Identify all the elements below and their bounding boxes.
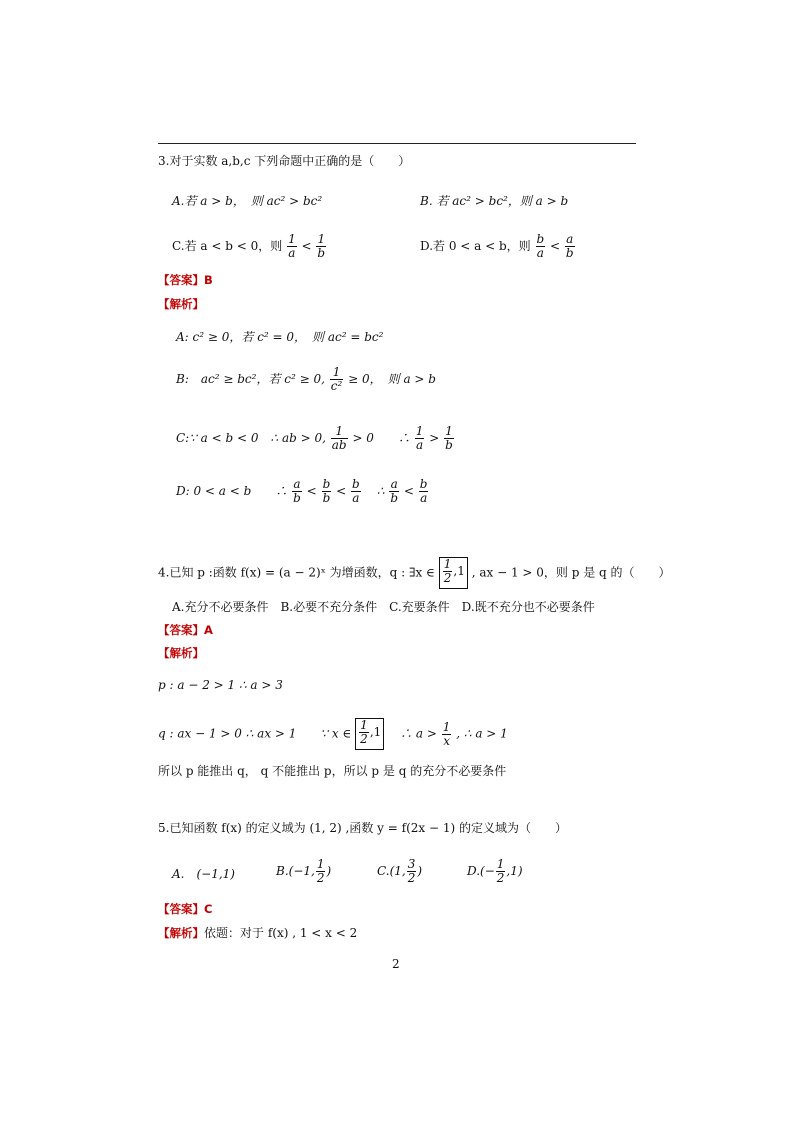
q5-option-c: C.(1, $\frac{3}{2}$ ) — [377, 857, 423, 885]
fraction: $\frac{a}{b}$ — [293, 477, 301, 505]
fraction: $\frac{1}{x}$ — [442, 719, 451, 748]
q5-option-b-pre: B.(−1, — [276, 864, 315, 878]
q3-analysis-d-pre: D: 0 < a < b ∴ — [176, 484, 288, 498]
q5-analysis-tag: 【解析】 — [158, 926, 204, 940]
q3-option-a: A.若 a > b， 则 ac² > bc² — [172, 194, 323, 208]
fraction: $\frac{1}{2}$ — [316, 857, 325, 885]
q3-analysis-b-pre: B: ac² ≥ bc²，若 c² ≥ 0, — [176, 372, 325, 386]
q3-option-c: C.若 a < b < 0，则 $\frac{1}{a}$ < $\frac{1}{b}$ — [172, 232, 326, 260]
q3-option-c-text: C.若 a < b < 0，则 — [172, 239, 283, 253]
q4-stem-post: , ax − 1 > 0，则 p 是 q 的（ ） — [471, 565, 671, 580]
q5-analysis-text: 依题：对于 f(x) , 1 < x < 2 — [204, 926, 358, 940]
q3-analysis-d: D: 0 < a < b ∴ $\frac{a}{b}$ < $\frac{b}{b}$ < $\frac{b}{a}$ ∴ $\frac{a}{b}$ < $\frac{b}{a}$ — [176, 477, 428, 505]
fraction: $\frac{a}{b}$ — [390, 477, 399, 505]
q5-option-d-pre: D.(− — [467, 864, 495, 878]
q3-option-b: B. 若 ac² > bc²，则 a > b — [420, 194, 569, 208]
q3-analysis-c-mid: > 0 ∴ — [352, 431, 410, 445]
q5-option-a: A. (−1,1) — [172, 867, 235, 881]
fraction: $\frac{b}{a}$ — [419, 477, 428, 505]
fraction: $\frac{1}{ab}$ — [331, 424, 347, 452]
fraction: $\frac{1}{a}$ — [288, 232, 296, 260]
q4-q-mid: ∴ a > — [388, 726, 437, 741]
q3-stem: 3.对于实数 a,b,c 下列命题中正确的是（ ） — [158, 154, 411, 168]
q3-analysis-c-pre: C:∵ a < b < 0 ∴ ab > 0, — [176, 431, 326, 445]
q3-option-d-text: D.若 0 < a < b，则 — [420, 239, 531, 253]
q3-answer-tag: 【答案】B — [158, 273, 213, 287]
fraction: $\frac{1}{2}$ — [443, 557, 452, 585]
q3-option-d: D.若 0 < a < b，则 $\frac{b}{a}$ < $\frac{a}{b}$ — [420, 232, 574, 260]
q4-conclusion: 所以 p 能推出 q， q 不能推出 p，所以 p 是 q 的充分不必要条件 — [158, 764, 507, 778]
q5-answer-tag: 【答案】C — [158, 902, 213, 916]
q4-q-line — [158, 718, 508, 750]
q5-stem: 5.已知函数 f(x) 的定义域为 (1, 2) ,函数 y = f(2x − 1) 的定义域为（ ） — [158, 821, 567, 835]
fraction: $\frac{1}{2}$ — [496, 857, 505, 885]
fraction: $\frac{a}{b}$ — [565, 232, 574, 260]
q4-q-post: , ∴ a > 1 — [456, 726, 508, 741]
q4-p-line: p : a − 2 > 1 ∴ a > 3 — [158, 678, 283, 692]
fraction: $\frac{1}{\text{c²}}$ — [330, 365, 343, 393]
fraction: $\frac{b}{a}$ — [351, 477, 360, 505]
q3-analysis-c: C:∵ a < b < 0 ∴ ab > 0, $\frac{1}{ab}$ > 0 ∴ $\frac{1}{a}$ > $\frac{1}{b}$ — [176, 424, 453, 452]
q4-analysis-tag: 【解析】 — [158, 646, 204, 660]
q5-option-b: B.(−1, $\frac{1}{2}$ ) — [276, 857, 332, 885]
q5-analysis — [158, 925, 357, 941]
q4-answer-tag: 【答案】A — [158, 623, 213, 637]
fraction: $\frac{1}{b}$ — [445, 424, 453, 452]
q3-analysis-a: A: c² ≥ 0，若 c² = 0， 则 ac² = bc² — [176, 330, 384, 344]
q5-option-c-pre: C.(1, — [377, 864, 406, 878]
fraction: $\frac{b}{a}$ — [536, 232, 545, 260]
q4-stem-pre: 4.已知 p :函数 f(x) = (a − 2)ˣ 为增函数，q : ∃x ∈ — [158, 565, 435, 580]
q4-stem — [158, 557, 671, 589]
interval-bracket: $\frac{1}{2}$ ,1 — [355, 718, 384, 750]
fraction: $\frac{b}{b}$ — [322, 477, 331, 505]
q3-analysis-b — [176, 366, 436, 393]
q5-option-d-post: ,1) — [506, 864, 523, 878]
fraction: $\frac{3}{2}$ — [407, 857, 416, 885]
header-rule — [158, 143, 636, 144]
q3-analysis-tag: 【解析】 — [158, 297, 204, 311]
q5-option-d — [467, 858, 523, 885]
q4-q-pre: q : ax − 1 > 0 ∴ ax > 1 ∵ x ∈ — [158, 726, 352, 741]
page-number: 2 — [392, 957, 400, 971]
fraction: $\frac{1}{a}$ — [415, 424, 424, 452]
fraction: $\frac{1}{b}$ — [317, 232, 326, 260]
fraction: $\frac{1}{2}$ — [360, 718, 368, 746]
q4-options: A.充分不必要条件 B.必要不充分条件 C.充要条件 D.既不充分也不必要条件 — [172, 600, 595, 614]
interval-bracket: $\frac{1}{2}$ ,1 — [439, 557, 468, 589]
q3-analysis-b-post: ≥ 0， 则 a > b — [348, 372, 436, 386]
